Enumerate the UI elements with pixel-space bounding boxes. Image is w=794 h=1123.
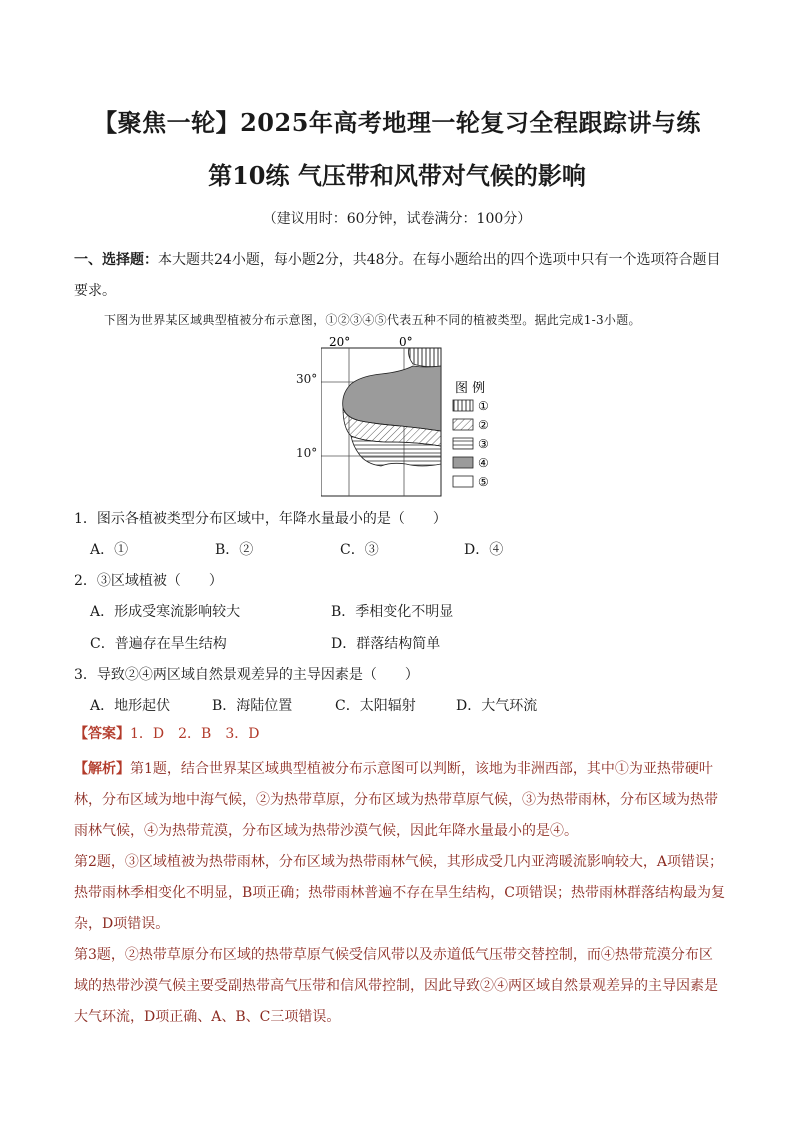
document-title: 【聚焦一轮】2025年高考地理一轮复习全程跟踪讲与练: [93, 108, 701, 137]
question-intro: 下图为世界某区域典型植被分布示意图，①②③④⑤代表五种不同的植被类型。据此完成1-3小题。: [104, 313, 641, 327]
vegetation-map-figure: [321, 336, 511, 500]
explanation-paragraph-3: [74, 940, 726, 1033]
explanation-p1-line-3: 雨林气候，④为热带荒漠，分布区域为热带沙漠气候，因此年降水量最小的是④。: [74, 823, 578, 839]
lon-label-20: 20°: [329, 336, 351, 349]
q3-option-b: B．海陆位置: [212, 698, 293, 714]
explanation-paragraph-1: [74, 754, 726, 847]
legend-label-2: ②: [478, 418, 489, 432]
legend-swatch-5: [453, 476, 473, 487]
explanation-p3-line-2: 域的热带沙漠气候主要受副热带高气压带和信风带控制，因此导致②④两区域自然景观差异的主导因素是: [74, 978, 718, 994]
legend-label-5: ⑤: [478, 475, 489, 489]
explanation-p3-line-3: 大气环流，D项正确、A、B、C三项错误。: [74, 1009, 341, 1025]
q1-option-d: D．④: [464, 542, 504, 558]
vegetation-zone-1: [409, 348, 442, 367]
q2-option-b: B．季相变化不明显: [331, 604, 454, 620]
q1-option-a: A．①: [90, 542, 129, 558]
q2-option-d: D．群落结构简单: [331, 636, 441, 652]
q2-option-c: C．普遍存在旱生结构: [90, 636, 227, 652]
q2-option-a: A．形成受寒流影响较大: [90, 604, 241, 620]
legend-swatch-1: [453, 400, 473, 411]
q1-option-b: B．②: [215, 542, 254, 558]
q3-option-d: D．大气环流: [456, 698, 538, 714]
lon-label-0: 0°: [399, 336, 413, 349]
section-text: 本大题共24小题，每小题2分，共48分。在每小题给出的四个选项中只有一个选项符合题目要求。: [74, 252, 721, 299]
explanation-p2-line-3: 杂，D项错误。: [74, 916, 170, 932]
explanation-p1-line-1: 第1题，结合世界某区域典型植被分布示意图可以判断，该地为非洲西部，其中①为亚热带硬叶: [130, 761, 713, 777]
legend-label-3: ③: [478, 437, 489, 451]
lat-label-10-text: 10°: [296, 446, 318, 460]
question-3-stem: 3．导致②④两区域自然景观差异的主导因素是（ ）: [74, 667, 419, 683]
answer-line: [74, 723, 259, 743]
explanation-paragraph-2: [74, 847, 726, 940]
q1-option-c: C．③: [340, 542, 379, 558]
explanation-tag: 【解析】: [74, 761, 130, 777]
legend-title: 图 例: [455, 381, 486, 396]
section-heading: 一、选择题：: [74, 252, 158, 268]
answer-tag: 【答案】: [74, 726, 130, 742]
q3-option-c: C．太阳辐射: [335, 698, 416, 714]
question-1-stem: 1．图示各植被类型分布区域中，年降水量最小的是（ ）: [74, 511, 447, 527]
answer-text: 1．D 2．B 3．D: [130, 726, 260, 742]
time-score-note: （建议用时：60分钟，试卷满分：100分）: [262, 211, 532, 227]
question-2-stem: 2．③区域植被（ ）: [74, 573, 223, 589]
legend-swatch-2: [453, 419, 473, 430]
legend-label-1: ①: [478, 399, 489, 413]
explanation-p2-line-2: 热带雨林季相变化不明显，B项正确；热带雨林普遍不存在旱生结构，C项错误；热带雨林群落结构最为复: [74, 885, 725, 901]
legend-label-4: ④: [478, 456, 489, 470]
explanation-p2-line-1: 第2题，③区域植被为热带雨林，分布区域为热带雨林气候，其形成受几内亚湾暖流影响较大，A项错误；: [74, 854, 724, 870]
practice-title: 第10练 气压带和风带对气候的影响: [208, 161, 586, 190]
explanation-p3-line-1: 第3题，②热带草原分布区域的热带草原气候受信风带以及赤道低气压带交替控制，而④热带荒漠分布区: [74, 947, 713, 963]
lat-label-30-text: 30°: [296, 372, 318, 386]
legend-swatch-4: [453, 457, 473, 468]
section-instructions: [74, 245, 726, 307]
legend-swatch-3: [453, 438, 473, 449]
explanation-p1-line-2: 林，分布区域为地中海气候，②为热带草原，分布区域为热带草原气候，③为热带雨林，分布区域为热带: [74, 792, 718, 808]
q3-option-a: A．地形起伏: [90, 698, 171, 714]
